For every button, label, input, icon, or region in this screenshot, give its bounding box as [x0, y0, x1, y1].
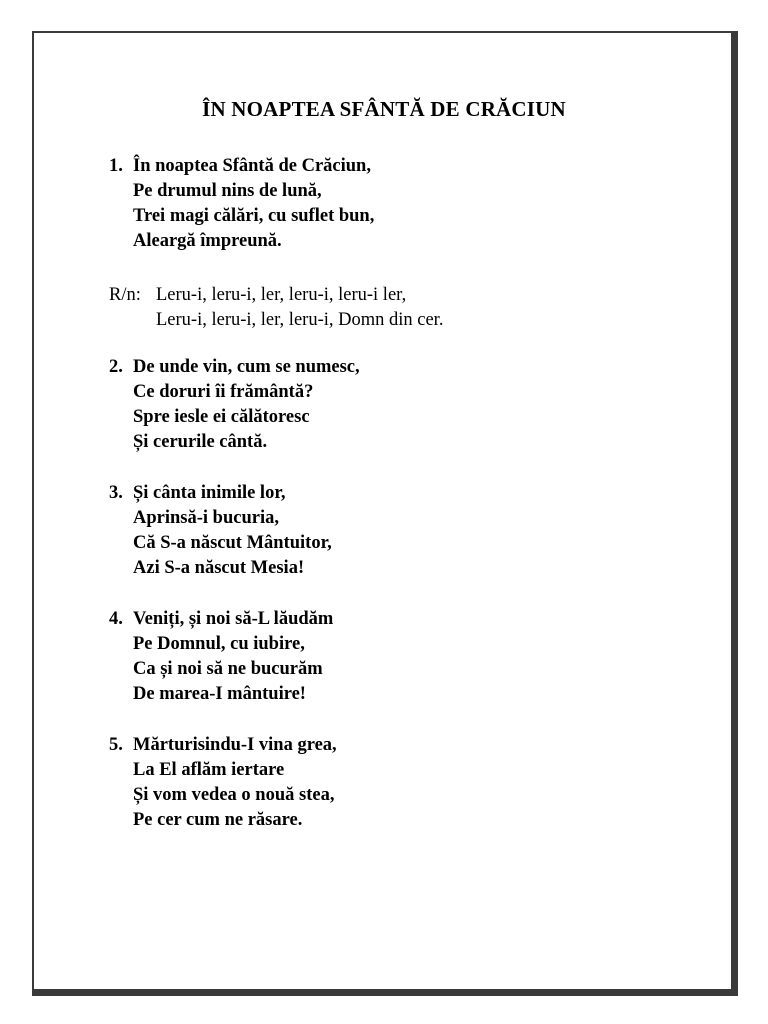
- stanza-line: Mărturisindu-I vina grea,: [133, 735, 337, 755]
- stanza-line: În noaptea Sfântă de Crăciun,: [133, 156, 371, 176]
- stanza-line: Trei magi călări, cu suflet bun,: [133, 206, 375, 226]
- stanza-line: Spre iesle ei călătoresc: [133, 407, 310, 427]
- stanza-line: De marea-I mântuire!: [133, 684, 306, 704]
- stanza-line: Și vom vedea o nouă stea,: [133, 785, 335, 805]
- refrain-line: Leru-i, leru-i, ler, leru-i, Domn din cer.: [156, 310, 444, 330]
- stanza-line: Ce doruri îi frământă?: [133, 382, 314, 402]
- stanza-line: Azi S-a născut Mesia!: [133, 558, 305, 578]
- stanza-line: Și cânta inimile lor,: [133, 483, 286, 503]
- stanza-line: Aleargă împreună.: [133, 231, 282, 251]
- stanza-number: 2.: [109, 357, 123, 377]
- refrain-label: R/n:: [109, 285, 141, 305]
- stanza-line: Pe drumul nins de lună,: [133, 181, 322, 201]
- stanza-line: Ca și noi să ne bucurăm: [133, 659, 323, 679]
- stanza-line: Pe cer cum ne răsare.: [133, 810, 303, 830]
- song-title: ÎN NOAPTEA SFÂNTĂ DE CRĂCIUN: [202, 97, 566, 121]
- stanza-line: Și cerurile cântă.: [133, 432, 268, 452]
- refrain-line: Leru-i, leru-i, ler, leru-i, leru-i ler,: [156, 285, 407, 305]
- stanza-line: Pe Domnul, cu iubire,: [133, 634, 305, 654]
- stanza-line: De unde vin, cum se numesc,: [133, 357, 360, 377]
- stanza-number: 3.: [109, 483, 123, 503]
- stanza-number: 4.: [109, 609, 123, 629]
- stanza-number: 1.: [109, 156, 123, 176]
- stanza-line: Veniți, și noi să-L lăudăm: [133, 609, 334, 629]
- stanza-line: Aprinsă-i bucuria,: [133, 508, 279, 528]
- stanza-line: La El aflăm iertare: [133, 760, 285, 780]
- stanza-line: Că S-a născut Mântuitor,: [133, 533, 332, 553]
- stanza-number: 5.: [109, 735, 123, 755]
